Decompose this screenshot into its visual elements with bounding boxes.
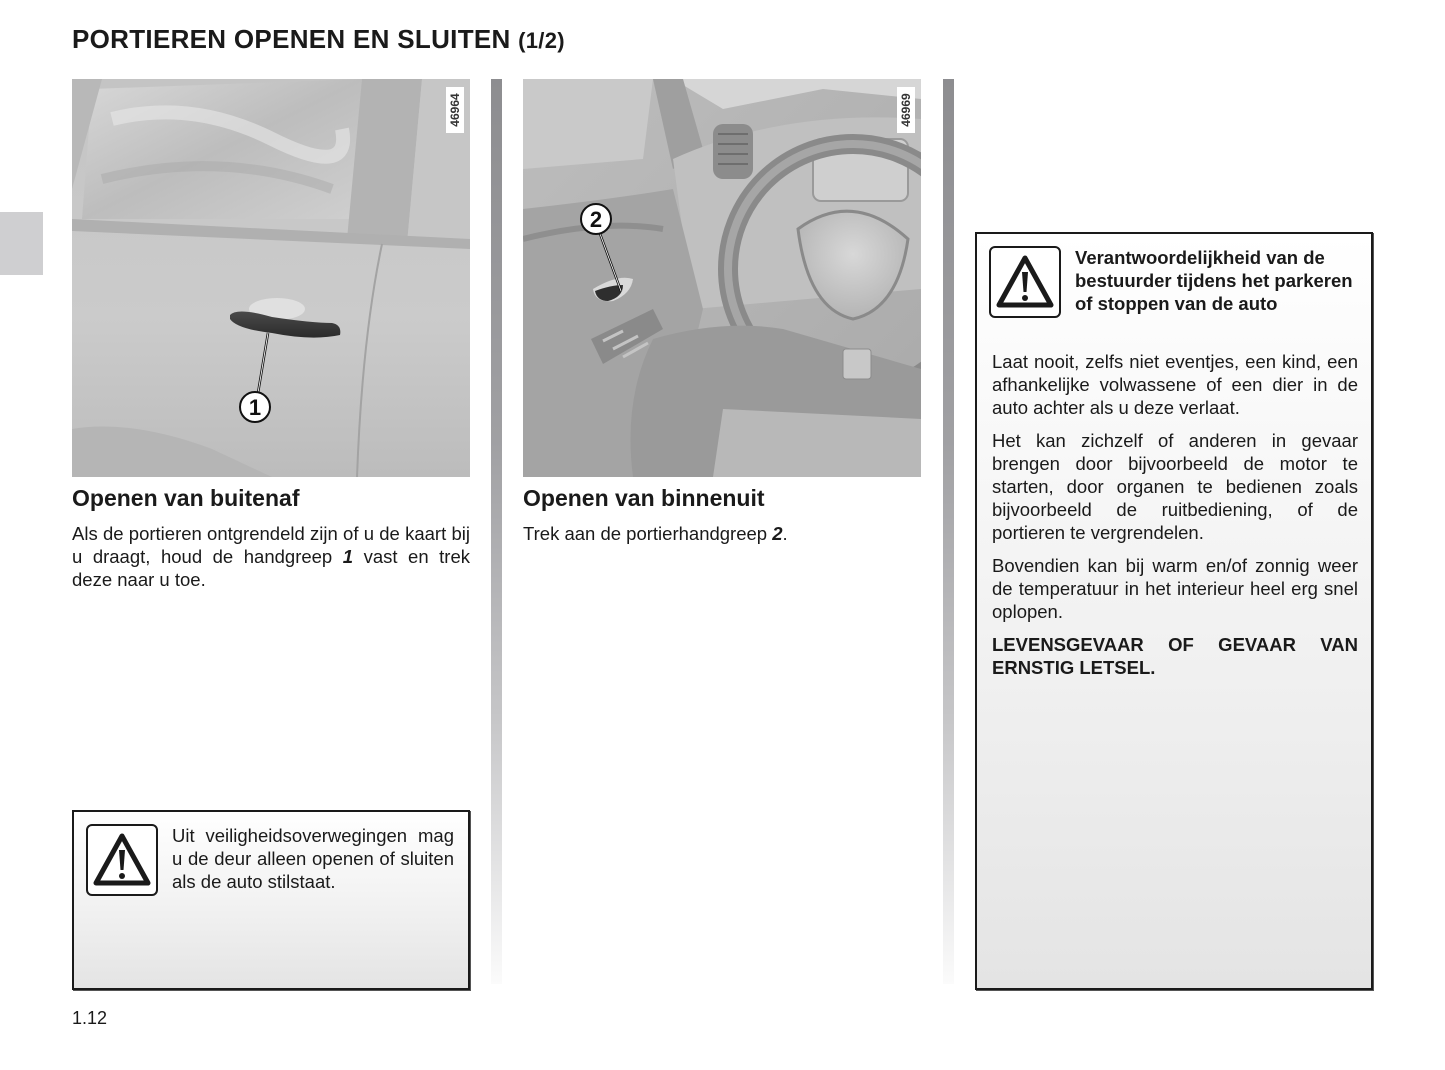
page-title [72, 24, 565, 55]
section-heading-outside: Openen van buitenaf [72, 485, 300, 511]
warning-box-driver-responsibility [975, 232, 1373, 990]
section-body-inside: Trek aan de portierhandgreep 2. [523, 523, 788, 544]
door-interior-illustration [523, 79, 921, 477]
window-glass [82, 79, 362, 219]
callout-1: 1 [248, 395, 262, 420]
warning-triangle-icon [86, 824, 158, 896]
page-title-text: PORTIEREN OPENEN EN SLUITEN [72, 24, 511, 54]
warning-triangle-icon [989, 246, 1061, 318]
warning-title: Verantwoordelijkheid van de bestuurder tijdens het parkeren of stoppen van de auto [1075, 247, 1353, 314]
warning-body [992, 350, 1358, 689]
warning-paragraph: Bovendien kan bij warm en/of zonnig weer de temperatuur in het interieur heel erg snel oplopen. [992, 555, 1358, 622]
door-exterior-illustration [72, 79, 470, 477]
figure-id-label: 46964 [446, 87, 464, 133]
figure-exterior-door-handle [72, 79, 470, 477]
figure-id-label: 46969 [897, 87, 915, 133]
section-heading-inside: Openen van binnenuit [523, 485, 765, 511]
page-title-part: (1/2) [518, 28, 565, 53]
page-number: 1.12 [72, 1008, 108, 1028]
warning-text-safety: Uit veiligheidsoverwegingen mag u de deur alleen openen of sluiten als de auto stilstaat. [172, 825, 454, 892]
warning-emphasis: LEVENSGEVAAR OF GEVAAR VAN ERNSTIG LETSEL. [992, 634, 1358, 678]
handle-reference: 1 [342, 546, 354, 567]
warning-paragraph: Laat nooit, zelfs niet eventjes, een kind, een afhankelijke volwassene of een dier in de auto achter als u deze verlaat. [992, 351, 1358, 418]
column-divider-left [491, 79, 502, 984]
callout-2: 2 [589, 207, 603, 232]
section-body-outside: Als de portieren ontgrendeld zijn of u de kaart bij u draagt, houd de handgreep 1 vast en trek deze naar u toe. [72, 523, 471, 590]
handle-reference: 2 [772, 523, 783, 544]
warning-box-safety [72, 810, 470, 990]
column-divider-right [943, 79, 954, 984]
section-tab-marker [0, 212, 43, 275]
warning-paragraph: Het kan zichzelf of anderen in gevaar brengen door bijvoorbeeld de motor te starten, door organen te bedienen zoals bijvoorbeeld de ruitbediening, of de portieren te vergrendelen. [992, 430, 1358, 543]
figure-interior-door-handle [523, 79, 921, 477]
